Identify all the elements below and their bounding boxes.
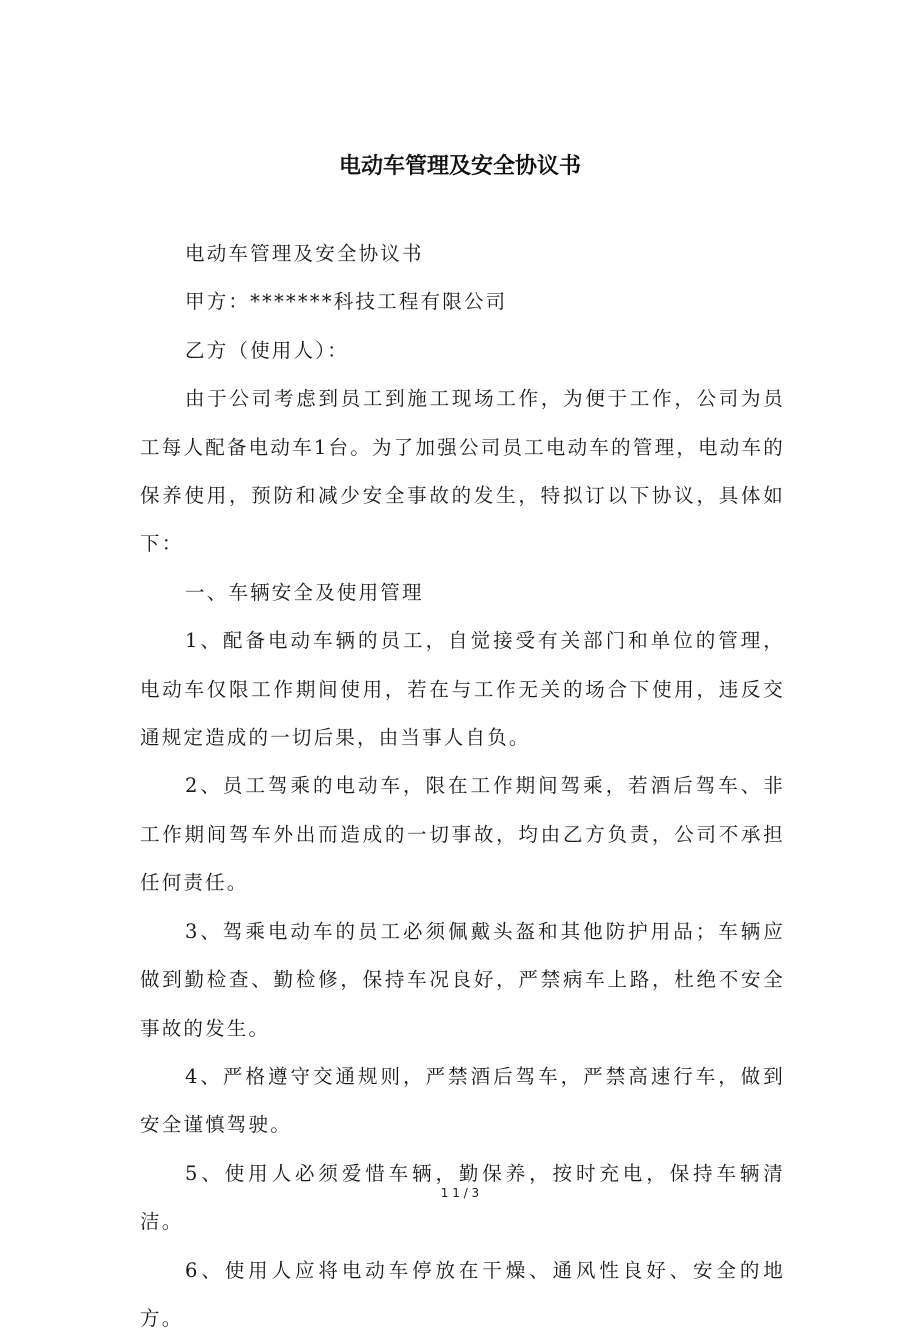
clause-3: 3、驾乘电动车的员工必须佩戴头盔和其他防护用品；车辆应做到勤检查、勤检修，保持车况良好，严禁病车上路，杜绝不安全事故的发生。 bbox=[140, 919, 785, 1040]
clause-2: 2、员工驾乘的电动车，限在工作期间驾乘，若酒后驾车、非工作期间驾车外出而造成的一切事故，均由乙方负责，公司不承担任何责任。 bbox=[140, 774, 785, 895]
page-number: 1 1 / 3 bbox=[440, 1186, 480, 1200]
clause-1: 1、配备电动车辆的员工，自觉接受有关部门和单位的管理，电动车仅限工作期间使用，若在与工作无关的场合下使用，违反交通规定造成的一切后果，由当事人自负。 bbox=[140, 629, 785, 750]
intro-paragraph: 由于公司考虑到员工到施工现场工作，为便于工作，公司为员工每人配备电动车1台。为了加强公司员工电动车的管理，电动车的保养使用，预防和减少安全事故的发生，特拟订以下协议，具体如下： bbox=[140, 387, 785, 556]
document-body bbox=[140, 230, 785, 1343]
clause-4: 4、严格遵守交通规则，严禁酒后驾车，严禁高速行车，做到安全谨慎驾驶。 bbox=[140, 1064, 785, 1137]
page-title: 电动车管理及安全协议书 bbox=[338, 154, 581, 179]
subtitle-paragraph: 电动车管理及安全协议书 bbox=[185, 242, 424, 265]
clause-6: 6、使用人应将电动车停放在干燥、通风性良好、安全的地方。 bbox=[140, 1258, 785, 1330]
clause-5: 5、使用人必须爱惜车辆，勤保养，按时充电，保持车辆清洁。 bbox=[140, 1161, 785, 1234]
section-heading: 一、车辆安全及使用管理 bbox=[185, 580, 424, 604]
party-b-line: 乙方（使用人）： bbox=[185, 338, 349, 362]
party-a-line: 甲方：*******科技工程有限公司 bbox=[185, 290, 508, 314]
